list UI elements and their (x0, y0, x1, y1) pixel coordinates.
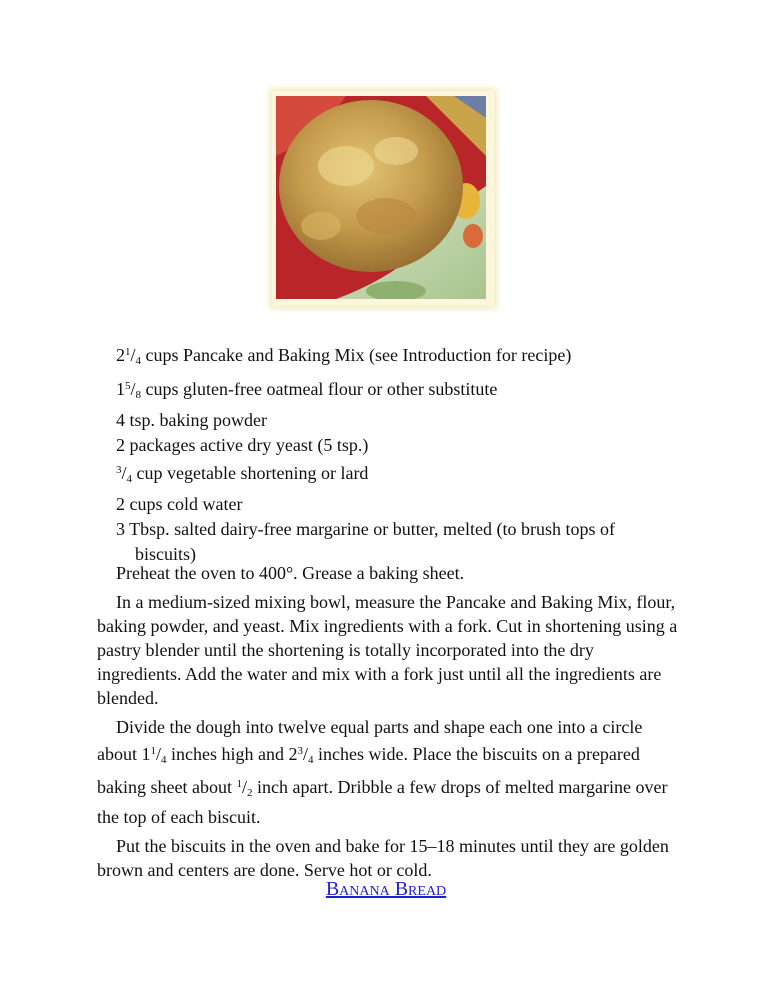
biscuit-photo (276, 96, 486, 299)
instruction-step: Divide the dough into twelve equal parts and shape each one into a circle about $1^1/_4$ inches high and $2^3/_4$ inches wide. Place the biscuits on a prepared baking sheet about $^1/_2$ inch apart. Dribble a few drops of melted margarine over the top of each biscuit. (97, 717, 668, 827)
ingredient-item: 2 cups cold water (116, 494, 243, 514)
ingredient-item: 3 Tbsp. salted dairy-free margarine or butter, melted (to brush tops of biscuits) (116, 519, 615, 564)
instructions (97, 561, 681, 887)
ingredient-item: 4 tsp. baking powder (116, 410, 267, 430)
instruction-step: In a medium-sized mixing bowl, measure the Pancake and Baking Mix, flour, baking powder, and yeast. Mix ingredients with a fork. Cut in shortening using a pastry blender until the shortening is totally incorporated into the dry ingredients. Add the water and mix with a fork just until all the ingredients are blended. (97, 592, 678, 708)
ingredient-item: $2^1/_4$ cups Pancake and Baking Mix (see Introduction for recipe) (116, 345, 572, 367)
ingredient-item: $^3/_4$ cup vegetable shortening or lard (116, 463, 369, 485)
biscuit-photo-frame (272, 91, 494, 306)
ingredient-item: 2 packages active dry yeast (5 tsp.) (116, 435, 369, 455)
instruction-step: Put the biscuits in the oven and bake for 15–18 minutes until they are golden brown and centers are done. Serve hot or cold. (97, 836, 669, 880)
ingredient-list (116, 340, 676, 567)
next-recipe-link-container (0, 878, 772, 901)
next-recipe-link[interactable]: Banana Bread (325, 878, 447, 900)
instruction-step: Preheat the oven to 400°. Grease a baking sheet. (116, 563, 465, 583)
ingredient-item: $1^5/_8$ cups gluten-free oatmeal flour or other substitute (116, 379, 498, 401)
